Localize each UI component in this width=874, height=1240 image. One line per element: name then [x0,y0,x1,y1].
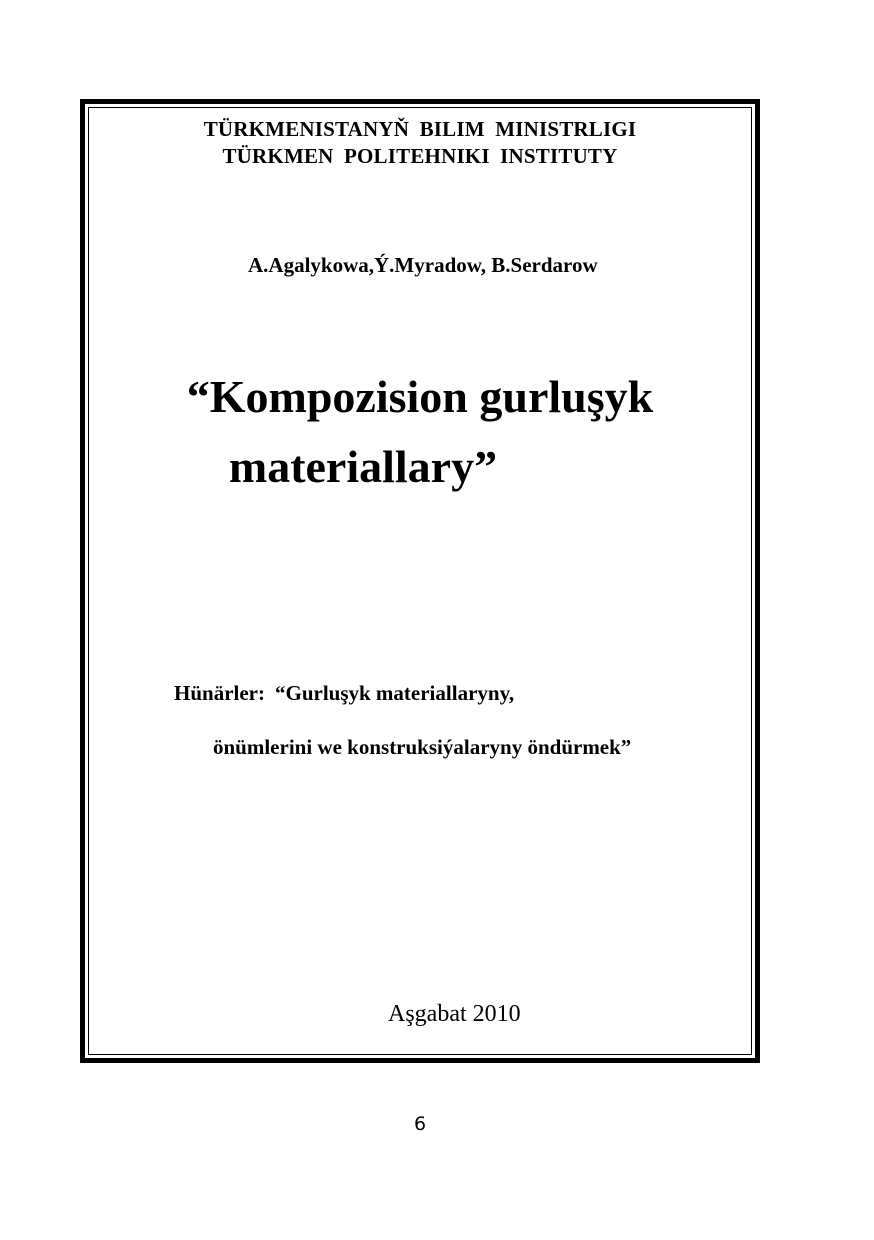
authors: A.Agalykowa,Ý.Myradow, B.Serdarow [248,253,598,277]
place-year: Aşgabat 2010 [388,1001,521,1027]
title-line-1: “Kompozision gurluşyk [186,371,654,422]
specialty-label: Hünärler: [174,681,265,705]
title-line-2: materiallary” [228,441,498,492]
specialty-text-1: “Gurluşyk materiallaryny, [274,681,515,705]
ministry-name: TÜRKMENISTANYŇ BILIM MINISTRLIGI [203,117,637,141]
book-title [0,362,840,502]
page-number: 6 [413,1113,427,1135]
institute-name: TÜRKMEN POLITEHNIKI INSTITUTY [222,144,618,168]
specialty-line-2: önümlerini we konstruksiýalaryny öndürmek” [213,735,632,759]
cover-frame [80,99,760,1063]
cover-frame-inner [88,107,752,1055]
institution-header [0,116,840,170]
specialty-line-1 [174,681,514,706]
